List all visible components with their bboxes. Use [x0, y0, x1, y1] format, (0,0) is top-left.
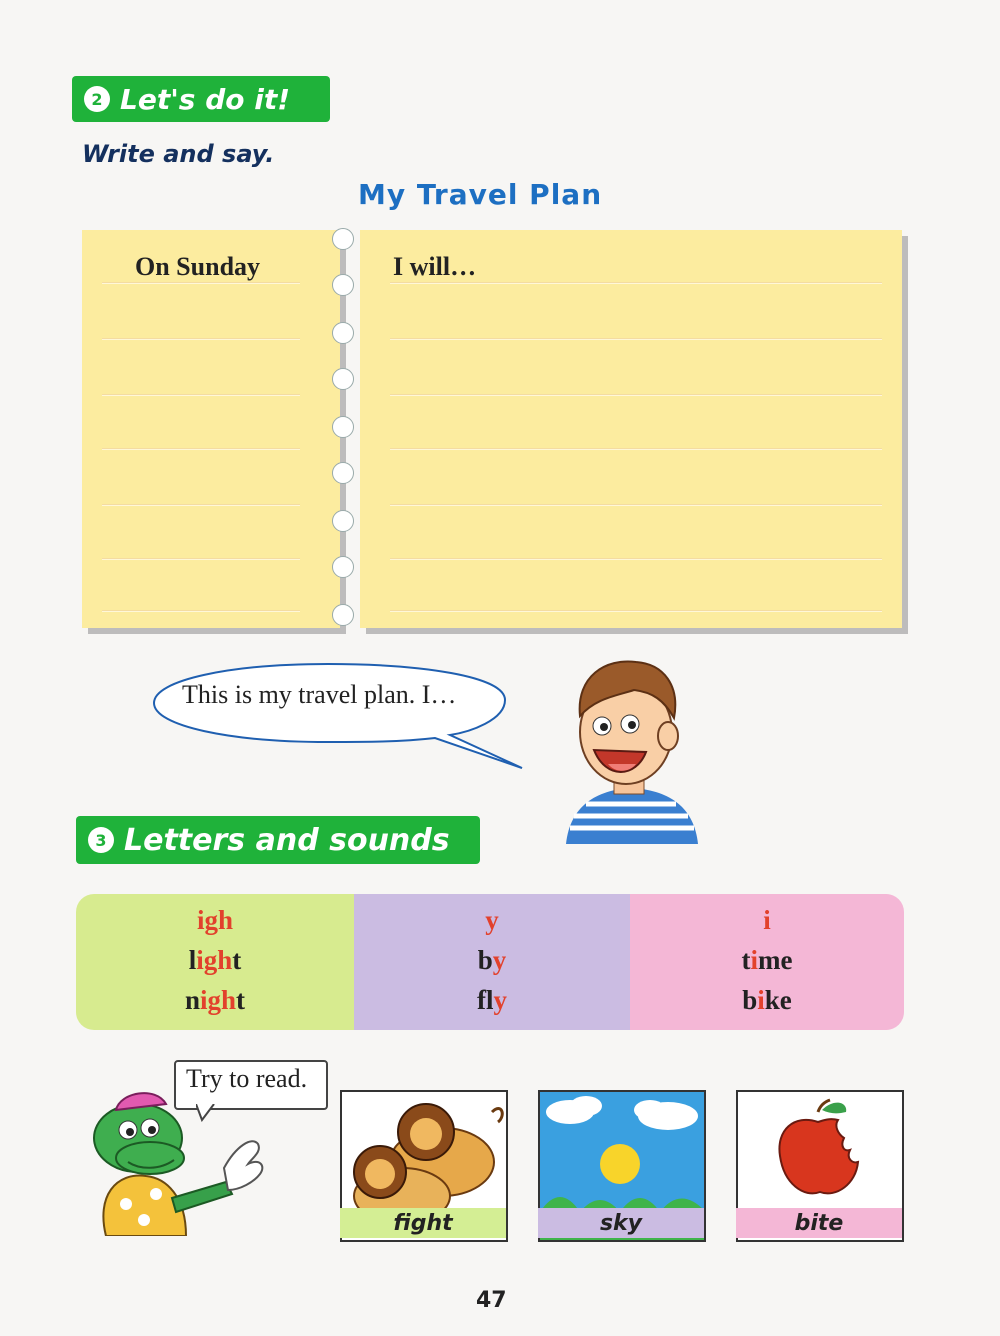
section-3-heading	[76, 816, 480, 864]
phonics-column-i	[630, 894, 904, 1030]
phonics-word: night	[184, 985, 246, 1015]
instruction-text: Write and say.	[82, 140, 275, 168]
croc-speech-tail	[196, 1104, 220, 1122]
phonics-key: igh	[196, 905, 234, 935]
speech-bubble	[150, 660, 530, 772]
plan-right-page	[360, 230, 902, 628]
section-2-heading	[72, 76, 330, 122]
phonics-key: y	[485, 905, 499, 935]
section-title: Let's do it!	[120, 82, 290, 116]
phonics-word: fly	[477, 985, 507, 1015]
phonics-word: light	[188, 945, 242, 975]
section-title: Letters and sounds	[124, 822, 450, 858]
phonics-key: i	[763, 905, 771, 935]
croc-speech-text: Try to read.	[186, 1064, 308, 1093]
phonics-word: by	[477, 945, 507, 975]
plan-activity-header: I will…	[393, 252, 477, 281]
plan-title: My Travel Plan	[358, 178, 603, 211]
plan-left-page	[82, 230, 340, 628]
boy-illustration	[556, 656, 706, 844]
boy-speech-text: This is my travel plan. I…	[182, 680, 457, 709]
plan-day-header: On Sunday	[135, 252, 261, 281]
section-number: 3	[88, 827, 114, 853]
section-number: 2	[84, 86, 110, 112]
picture-label-bite: bite	[736, 1208, 902, 1238]
phonics-column-igh	[76, 894, 354, 1030]
page-number: 47	[476, 1288, 507, 1313]
phonics-column-y	[354, 894, 630, 1030]
picture-label-sky: sky	[538, 1208, 704, 1238]
phonics-word: bike	[742, 985, 792, 1015]
picture-label-fight: fight	[340, 1208, 506, 1238]
phonics-word: time	[741, 945, 793, 975]
